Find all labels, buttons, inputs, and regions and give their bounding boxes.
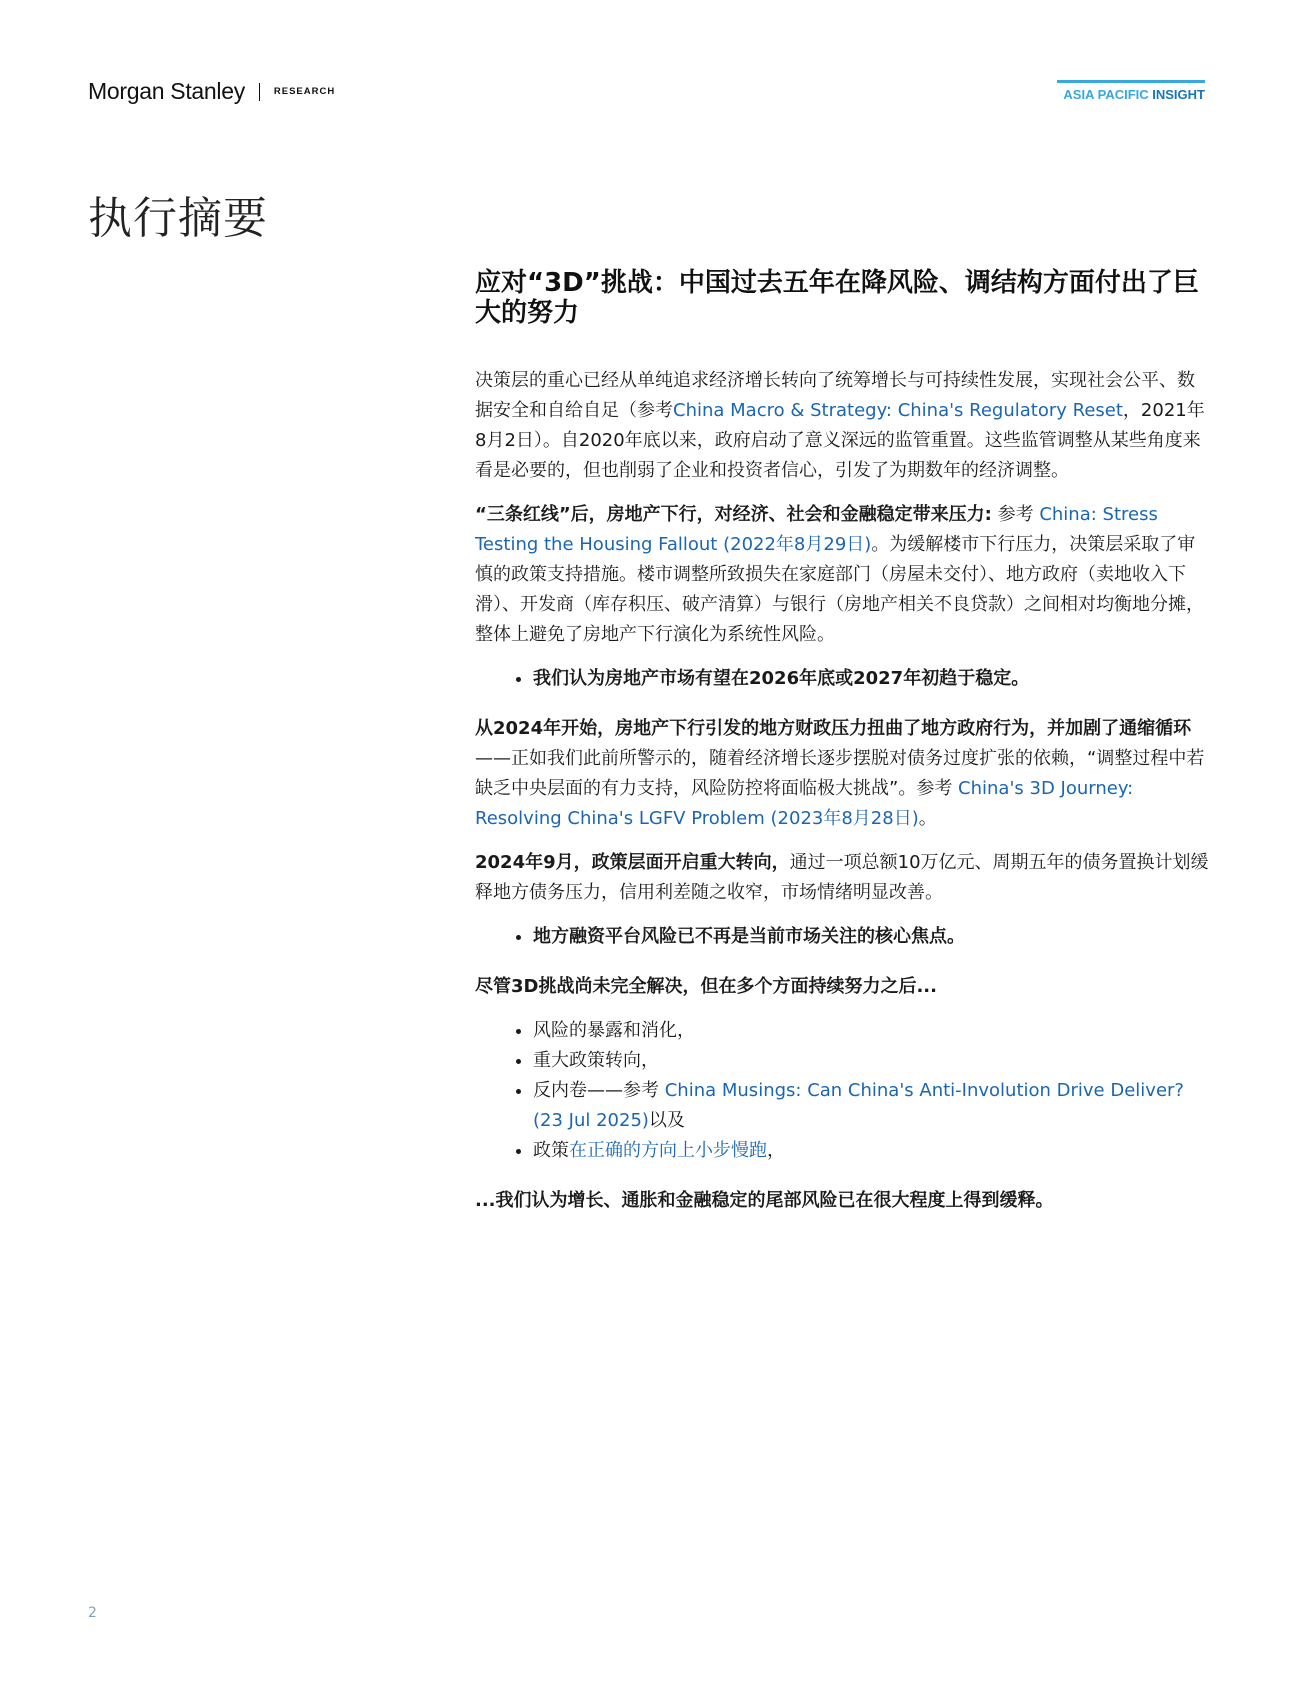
list-item-risk: • 风险的暴露和消化， (533, 1016, 1210, 1046)
bullet-list-efforts (475, 1016, 1210, 1166)
header-divider (259, 83, 260, 101)
p2-text-2: 。为缓解楼市下行压力，决策层采取了审慎的政策支持措施。楼市调整所致损失在家庭部门（房屋未交付）、地方政府（卖地收入下滑）、开发商（库存积压、破产清算）与银行（房地产相关不良贷款）之间相对均衡地分摊，整体上避免了房地产下行演化为系统性风险。 (475, 534, 1204, 645)
page-number: 2 (88, 1605, 97, 1621)
item4-text: 政策 (533, 1140, 569, 1161)
p3-text: ——正如我们此前所警示的，随着经济增长逐步摆脱对债务过度扩张的依赖，“调整过程中若缺乏中央层面的有力支持，风险防控将面临极大挑战”。参考 (475, 748, 1205, 799)
badge-insight: INSIGHT (1152, 87, 1205, 102)
paragraph-policy-turn (475, 848, 1210, 908)
bullet-list-housing (475, 664, 1210, 694)
conclusion: ...我们认为增长、通胀和金融稳定的尾部风险已在很大程度上得到缓释。 (475, 1190, 1054, 1211)
p2-bold: “三条红线”后，房地产下行，对经济、社会和金融稳定带来压力: (475, 504, 992, 525)
bullet-housing-stabilize: • 我们认为房地产市场有望在2026年底或2027年初趋于稳定。 (533, 664, 1210, 694)
page-title: 执行摘要 (88, 193, 268, 244)
bullet-list-lgfv (475, 922, 1210, 952)
p2-text: 参考 (991, 504, 1040, 525)
p3-bold: 从2024年开始，房地产下行引发的地方财政压力扭曲了地方政府行为，并加剧了通缩循环 (475, 718, 1192, 739)
section-headline: 应对“3D”挑战：中国过去五年在降风险、调结构方面付出了巨大的努力 (475, 268, 1199, 328)
paragraph-local-fiscal (475, 714, 1210, 834)
item3-text-2: 以及 (648, 1110, 685, 1131)
p4-bold: 2024年9月，政策层面开启重大转向， (475, 852, 790, 873)
paragraph-3d-challenge: 尽管3D挑战尚未完全解决，但在多个方面持续努力之后... (475, 976, 937, 997)
list-item-anti-involution (533, 1076, 1210, 1136)
link-regulatory-reset[interactable]: China Macro & Strategy: China's Regulatory Reset (673, 400, 1123, 421)
bullet-lgfv-risk: • 地方融资平台风险已不再是当前市场关注的核心焦点。 (533, 922, 1210, 952)
p1-text: 决策层的重心已经从单纯追求经济增长转向了统筹增长与可持续性发展，实现社会公平、数据安全和自给自足（参考 (475, 370, 1195, 421)
badge-region: ASIA PACIFIC (1063, 87, 1153, 102)
main-content (475, 268, 1210, 1230)
link-housing-fallout[interactable]: China: Stress Testing the Housing Fallout (2022年8月29日) (475, 504, 1158, 555)
p3-text-2: 。 (918, 808, 937, 829)
paragraph-policy-shift (475, 366, 1210, 486)
asia-pacific-insight-badge (1057, 80, 1205, 102)
research-label: RESEARCH (273, 86, 336, 97)
list-item-policy-turn: • 重大政策转向， (533, 1046, 1210, 1076)
morgan-stanley-logo: Morgan Stanley (88, 78, 245, 104)
link-anti-involution[interactable]: China Musings: Can China's Anti-Involution Drive Deliver? (23 Jul 2025) (533, 1080, 1184, 1131)
p4-text: 通过一项总额10万亿元、周期五年的债务置换计划缓释地方债务压力，信用利差随之收窄，市场情绪明显改善。 (475, 852, 1209, 903)
link-small-steps[interactable]: 在正确的方向上小步慢跑 (569, 1140, 767, 1161)
paragraph-three-red-lines (475, 500, 1210, 650)
item3-text: 反内卷——参考 (533, 1080, 665, 1101)
p1-text-2: ，2021年8月2日）。自2020年底以来，政府启动了意义深远的监管重置。这些监管调整从某些角度来看是必要的，但也削弱了企业和投资者信心，引发了为期数年的经济调整。 (475, 400, 1205, 481)
brand-header (88, 78, 335, 105)
link-lgfv-problem[interactable]: China's 3D Journey: Resolving China's LGFV Problem (2023年8月28日) (475, 778, 1134, 829)
item4-text-2: ， (767, 1140, 785, 1161)
list-item-policy-steps (533, 1136, 1210, 1166)
